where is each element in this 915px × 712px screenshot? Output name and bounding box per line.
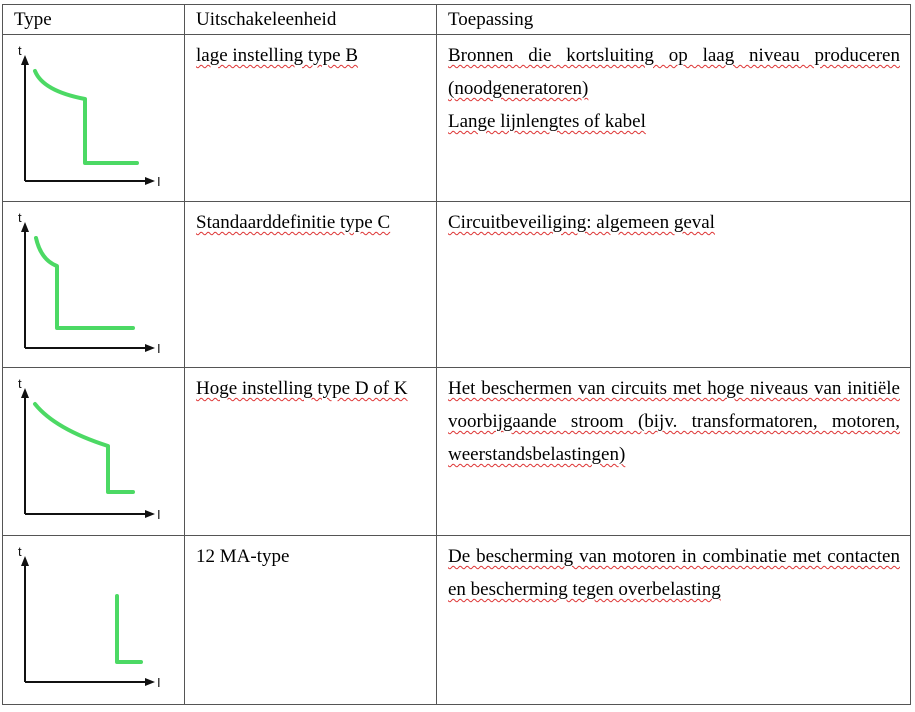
unit-cell [185, 536, 437, 705]
x-axis-arrow [145, 344, 155, 352]
y-axis-label: t [18, 544, 22, 559]
unit-cell [185, 35, 437, 202]
trip-unit-table [2, 4, 911, 705]
x-axis-label: I [157, 174, 161, 189]
trip-curve-type-c-icon [9, 208, 169, 358]
application-text: Lange lijnlengtes of kabel [448, 111, 646, 132]
y-axis-label: t [18, 210, 22, 225]
y-axis-label: t [18, 43, 22, 58]
unit-cell [185, 368, 437, 536]
x-axis-arrow [145, 177, 155, 185]
header-type: Type [3, 5, 185, 35]
application-cell [437, 368, 911, 536]
unit-label: 12 MA-type [196, 546, 290, 567]
x-axis-arrow [145, 678, 155, 686]
unit-label: Hoge instelling type D of K [196, 378, 408, 399]
trip-curve-type-b-icon [9, 41, 169, 191]
y-axis-arrow [21, 55, 29, 65]
application-paragraph [437, 105, 910, 138]
type-cell [3, 536, 185, 705]
application-paragraph [437, 202, 910, 239]
application-cell [437, 202, 911, 368]
header-application: Toepassing [437, 5, 911, 35]
type-cell [3, 368, 185, 536]
application-cell [437, 35, 911, 202]
application-text: Bronnen die kortsluiting op laag niveau produceren (noodgeneratoren) [448, 45, 900, 99]
application-paragraph [437, 536, 910, 606]
table-row [3, 35, 911, 202]
header-unit: Uitschakeleenheid [185, 5, 437, 35]
unit-text [185, 202, 436, 239]
unit-cell [185, 202, 437, 368]
application-text: Het beschermen van circuits met hoge niveaus van initiële voorbijgaande stroom (bijv. transformatoren, motoren, weerstandsbelastingen) [448, 378, 900, 465]
unit-label: lage instelling type B [196, 45, 359, 66]
application-text: Circuitbeveiliging: algemeen geval [448, 212, 715, 233]
table-row [3, 202, 911, 368]
unit-text [185, 536, 436, 573]
table-row [3, 536, 911, 705]
trip-curve [36, 238, 133, 328]
type-cell [3, 202, 185, 368]
type-cell [3, 35, 185, 202]
trip-curve-type-d-icon [9, 374, 169, 524]
x-axis-label: I [157, 507, 161, 522]
application-paragraph [437, 368, 910, 471]
trip-curve [35, 71, 137, 163]
unit-text [185, 368, 436, 405]
header-row [3, 5, 911, 35]
x-axis-label: I [157, 675, 161, 690]
trip-curve [35, 404, 133, 492]
unit-label: Standaarddefinitie type C [196, 212, 391, 233]
application-text: De bescherming van motoren in combinatie met contacten en bescherming tegen overbelasting [448, 546, 900, 600]
y-axis-arrow [21, 388, 29, 398]
x-axis-label: I [157, 341, 161, 356]
trip-curve-ma-icon [9, 542, 169, 692]
y-axis-label: t [18, 376, 22, 391]
unit-text [185, 35, 436, 72]
trip-curve [117, 596, 141, 662]
application-cell [437, 536, 911, 705]
application-paragraph [437, 35, 910, 105]
table-row [3, 368, 911, 536]
y-axis-arrow [21, 556, 29, 566]
y-axis-arrow [21, 222, 29, 232]
x-axis-arrow [145, 510, 155, 518]
